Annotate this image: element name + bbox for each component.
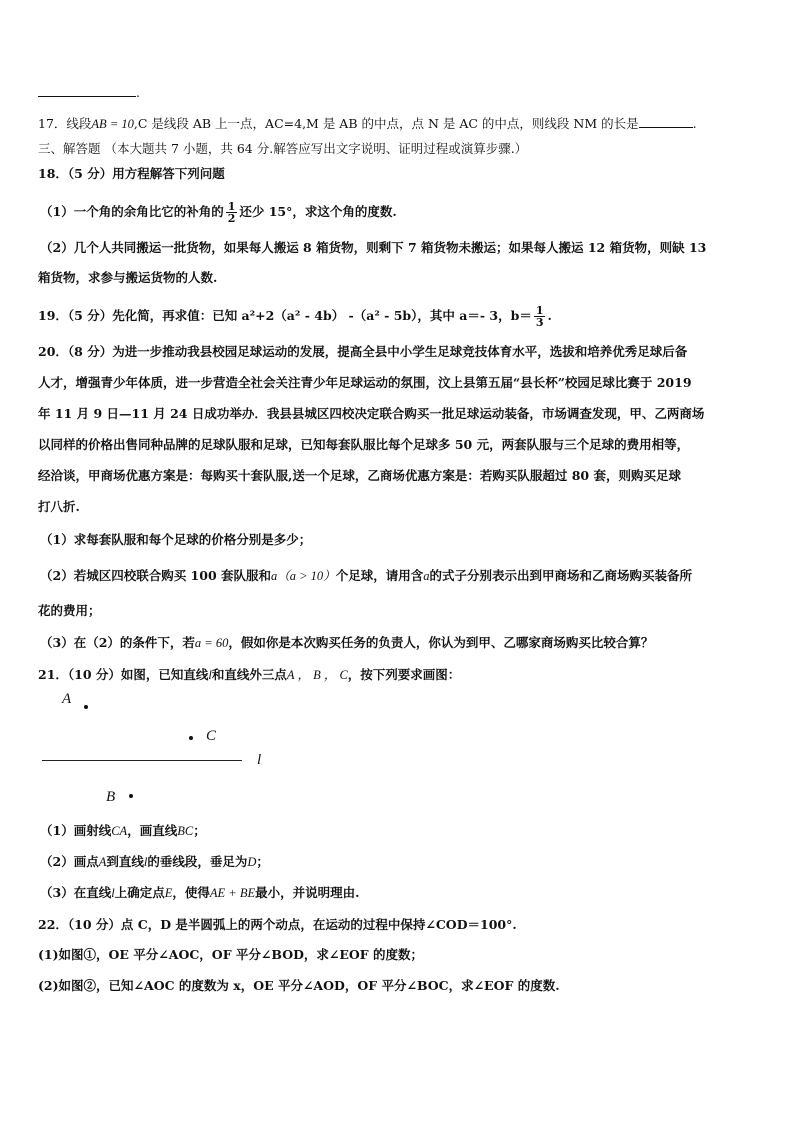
question-21-heading: 21．（10 分）如图，已知直线l和直线外三点A ， B ， C，按下列要求画图：: [38, 667, 461, 682]
point-c-label: C: [206, 728, 217, 744]
point-a: [84, 705, 88, 709]
question-21-part-2: （2）画点A到直线l的垂线段，垂足为D；: [40, 854, 269, 869]
question-22-heading: 22．（10 分）点 C，D 是半圆弧上的两个动点，在运动的过程中保持∠COD＝100°.: [38, 917, 517, 932]
question-18-part-2-line-1: （2）几个人共同搬运一批货物，如果每人搬运 8 箱货物，则剩下 7 箱货物未搬运；如果每人搬运 12 箱货物，则缺 13: [40, 240, 707, 255]
question-20-part-1: （1）求每套队服和每个足球的价格分别是多少；: [40, 532, 312, 547]
point-b-label: B: [106, 789, 116, 805]
point-c: [189, 736, 193, 740]
question-20-line-1: 20．（8 分）为进一步推动我县校园足球运动的发展，提高全县中小学生足球竞技体育水平，选拔和培养优秀足球后备: [38, 344, 688, 359]
prev-answer-line: .: [38, 84, 140, 102]
section-heading: 三、解答题 （本大题共 7 小题，共 64 分.解答应写出文字说明、证明过程或演算步骤.）: [38, 141, 528, 156]
question-20-part-3: （3）在（2）的条件下，若a = 60，假如你是本次购买任务的负责人，你认为到甲、乙哪家商场购买比较合算？: [40, 635, 654, 650]
fraction: $\frac{1}{3}$: [535, 304, 544, 329]
question-20-line-3: 年 11 月 9 日—11 月 24 日成功举办．我县县城区四校决定联合购买一批足球运动装备，市场调查发现，甲、乙两商场: [38, 406, 705, 421]
question-18-part-1: （1）一个角的余角比它的补角的 $\frac{1}{2}$ 还少 15°，求这个角的度数.: [40, 200, 397, 225]
question-21-part-1: （1）画射线CA，画直线BC；: [40, 823, 206, 838]
question-20-part-2-line-2: 花的费用；: [38, 603, 101, 618]
line-l-label: l: [257, 752, 262, 768]
question-17: 17．线段AB = 10,C 是线段 AB 上一点，AC=4,M 是 AB 的中点，点 N 是 AC 的中点，则线段 NM 的长是 .: [38, 116, 697, 131]
question-20-line-4: 以同样的价格出售同种品牌的足球队服和足球，已知每套队服比每个足球多 50 元，两套队服与三个足球的费用相等，: [38, 437, 690, 452]
point-a-label: A: [62, 691, 72, 707]
question-19: 19．（5 分）先化简，再求值：已知 a²+2（a² - 4b） -（a² - 5b），其中 a＝- 3，b＝ $\frac{1}{3}$ .: [38, 304, 552, 329]
question-18-part-2-line-2: 箱货物，求参与搬运货物的人数.: [38, 270, 218, 285]
question-20-line-2: 人才，增强青少年体质，进一步营造全社会关注青少年足球运动的氛围，汶上县第五届“县长杯”校园足球比赛于 2019: [38, 375, 692, 390]
answer-blank: [38, 84, 136, 97]
point-b: [129, 794, 133, 798]
question-20-part-2: （2）若城区四校联合购买 100 套队服和a（a > 10）个足球，请用含a的式子分别表示出到甲商场和乙商场购买装备所: [40, 568, 692, 583]
line-l: [42, 760, 242, 761]
question-18-heading: 18．（5 分）用方程解答下列问题: [38, 166, 225, 181]
question-20-line-6: 打八折.: [38, 499, 80, 514]
question-20-line-5: 经洽谈，甲商场优惠方案是：每购买十套队服,送一个足球，乙商场优惠方案是：若购买队服超过 80 套，则购买足球: [38, 468, 681, 483]
answer-blank: [639, 115, 693, 128]
fraction: $\frac{1}{2}$: [227, 200, 236, 225]
question-22-part-2: (2)如图②，已知∠AOC 的度数为 x，OE 平分∠AOD，OF 平分∠BOC，求∠EOF 的度数.: [38, 978, 560, 993]
question-21-part-3: （3）在直线l上确定点E，使得AE + BE最小，并说明理由.: [40, 885, 360, 900]
question-22-part-1: (1)如图①，OE 平分∠AOC，OF 平分∠BOD，求∠EOF 的度数；: [38, 947, 424, 962]
